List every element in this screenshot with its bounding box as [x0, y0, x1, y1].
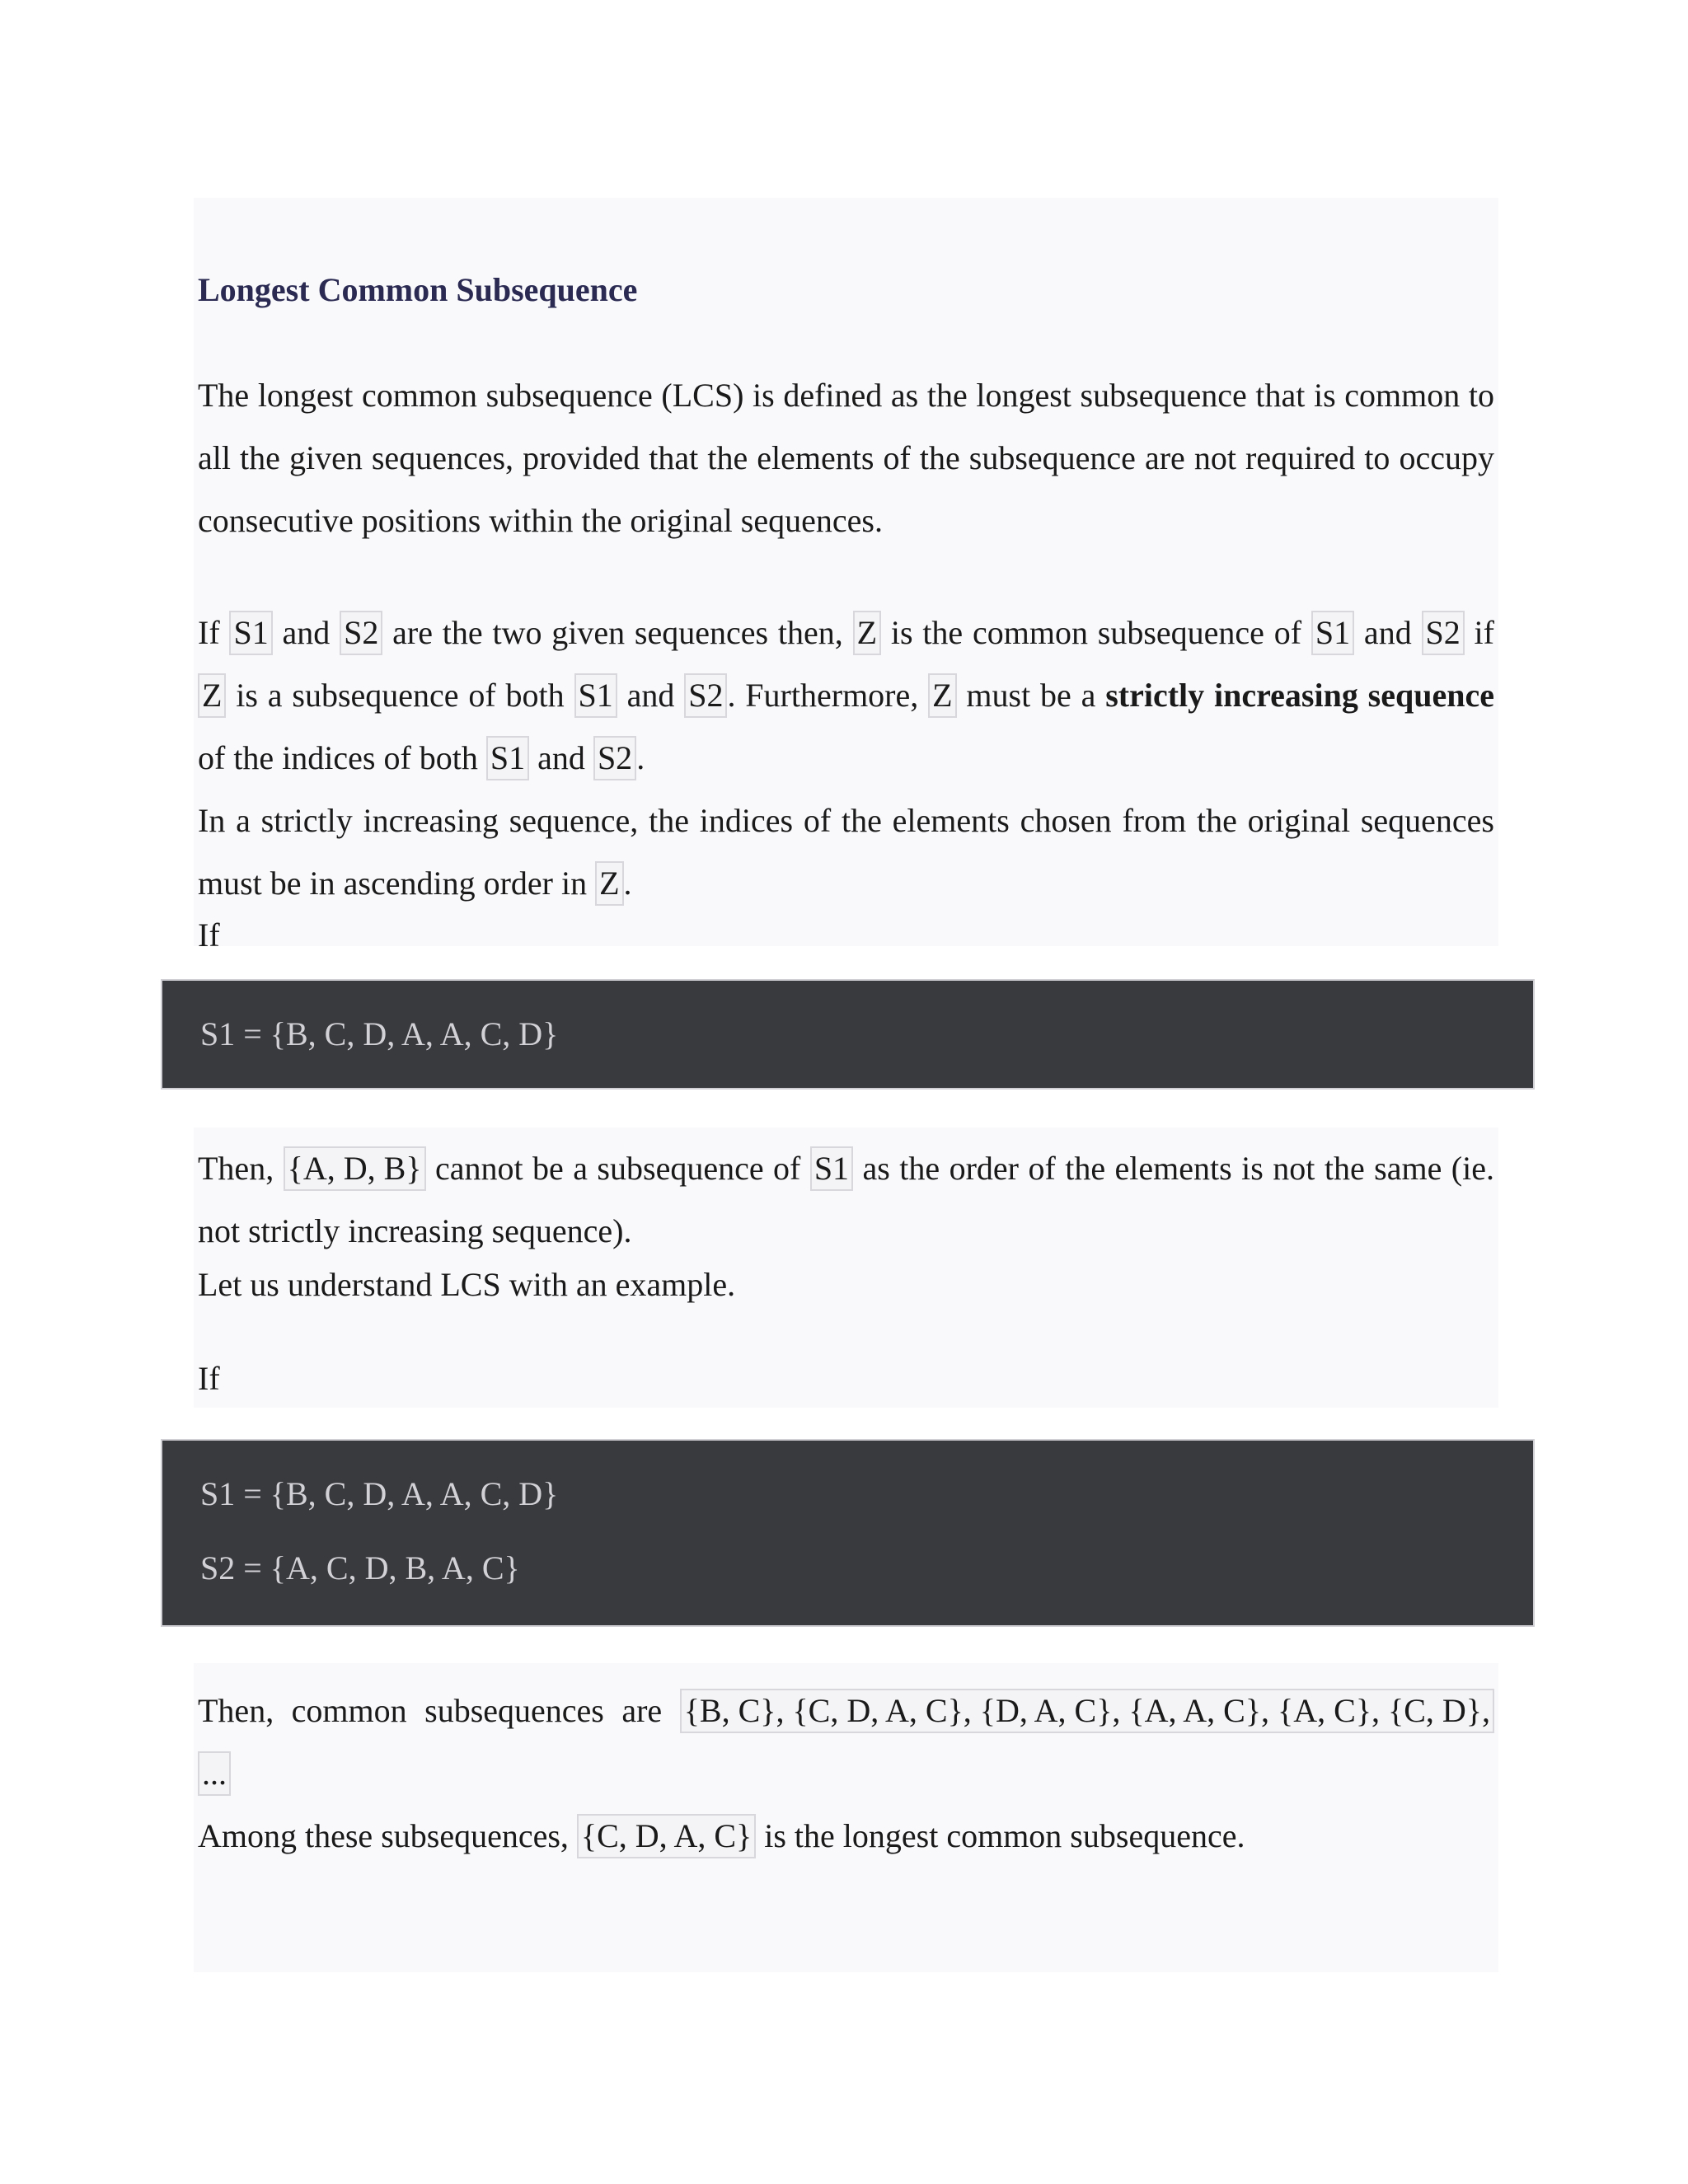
result-panel — [194, 1663, 1498, 1972]
inline-code-s1: S1 — [1311, 611, 1354, 655]
text: as the order of the elements is not the same (ie. not strictly increasing sequence). — [198, 1150, 1494, 1249]
among-paragraph — [198, 1805, 1494, 1868]
text: and — [272, 614, 340, 651]
inline-code-z: Z — [595, 861, 623, 906]
text: are the two given sequences then, — [382, 614, 853, 651]
inline-code-z: Z — [853, 611, 881, 655]
text: is a subsequence of both — [226, 677, 574, 714]
text: if — [1464, 614, 1494, 651]
text: cannot be a subsequence of — [425, 1150, 810, 1187]
text: must be a — [956, 677, 1106, 714]
then-panel — [194, 1127, 1498, 1408]
intro-paragraph: The longest common subsequence (LCS) is defined as the longest subsequence that is common to all the given sequences, provided that the elements of the subsequence are not required to occupy consecutive positions within the original sequences. — [198, 377, 1494, 539]
page-title: Longest Common Subsequence — [198, 271, 638, 308]
text: . Furthermore, — [727, 677, 929, 714]
strong-text: strictly increasing sequence — [1105, 677, 1494, 714]
inline-code-s1: S1 — [486, 736, 529, 780]
code-line: S2 = {A, C, D, B, A, C} — [200, 1549, 520, 1586]
inline-code-s2: S2 — [593, 736, 636, 780]
text: Then, common subsequences are — [198, 1692, 680, 1729]
text: . — [623, 865, 632, 902]
text: and — [1354, 614, 1422, 651]
text: is the longest common subsequence. — [756, 1817, 1245, 1854]
intro-panel — [194, 198, 1498, 954]
text: is the common subsequence of — [881, 614, 1311, 651]
if-label: If — [198, 916, 220, 954]
inline-code-s2: S2 — [1422, 611, 1465, 655]
inline-code-s1: S1 — [574, 673, 617, 718]
inline-code-s2: S2 — [684, 673, 727, 718]
text: If — [198, 614, 230, 651]
common-paragraph — [198, 1680, 1494, 1805]
example-intro: Let us understand LCS with an example. — [198, 1266, 736, 1303]
text: Among these subsequences, — [198, 1817, 577, 1854]
text: Then, — [198, 1150, 284, 1187]
text: In a strictly increasing sequence, the indices of the elements chosen from the original sequences must be in ascending order in — [198, 802, 1494, 902]
inline-code-z: Z — [928, 673, 956, 718]
inline-code-s1: S1 — [810, 1146, 853, 1191]
inline-code-s2: S2 — [340, 611, 382, 655]
text: and — [529, 739, 593, 776]
inline-code-ellipsis: ... — [198, 1751, 231, 1796]
if-label: If — [198, 1360, 220, 1397]
code-line: S1 = {B, C, D, A, A, C, D} — [200, 1015, 559, 1052]
inline-code-s1: S1 — [229, 611, 272, 655]
code-block-2 — [161, 1439, 1535, 1627]
definition-paragraph — [198, 602, 1494, 790]
inline-code-sequence: {A, D, B} — [284, 1146, 426, 1191]
text: . — [636, 739, 645, 776]
text: and — [617, 677, 685, 714]
text: of the indices of both — [198, 739, 486, 776]
code-line: S1 = {B, C, D, A, A, C, D} — [200, 1475, 559, 1512]
inline-code-subsequences: {B, C}, {C, D, A, C}, {D, A, C}, {A, A, C}, {A, C}, {C, D}, — [680, 1689, 1494, 1733]
inline-code-lcs: {C, D, A, C} — [577, 1814, 756, 1858]
inline-code-z: Z — [198, 673, 226, 718]
then-paragraph — [198, 1137, 1494, 1263]
order-paragraph — [198, 790, 1494, 915]
code-block-1 — [161, 979, 1535, 1090]
